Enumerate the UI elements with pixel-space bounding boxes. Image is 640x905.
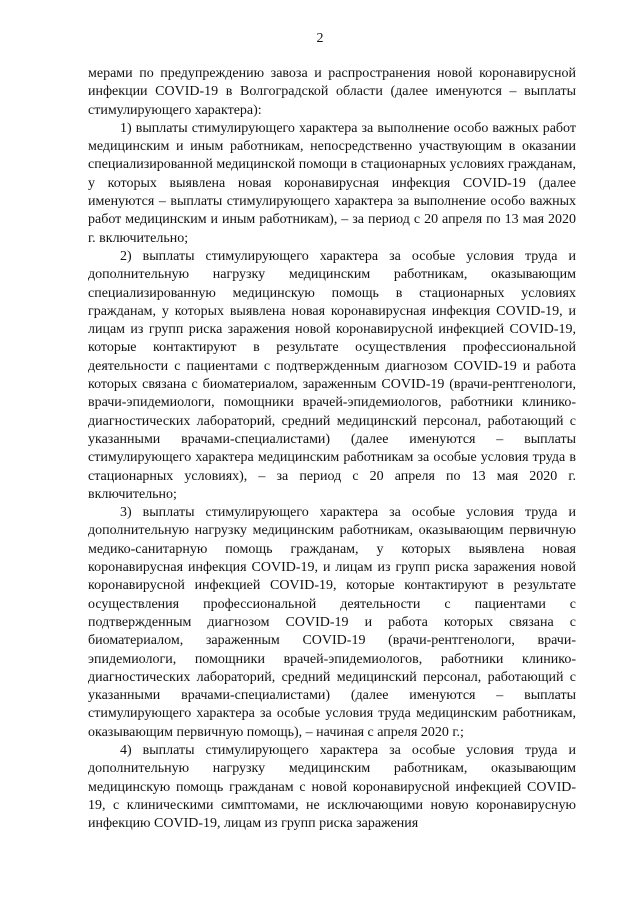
paragraph-item-1: 1) выплаты стимулирующего характера за выполнение особо важных работ медицинским и иным работникам, непосредственно участвующим в оказании специализированной медицинской помощи в стационарных условиях гражданам, у которых выявлена новая коронавирусная инфекция COVID-19 (далее именуются – выплаты стимулирующего характера за выполнение особо важных работ медицинским и иным работникам), – за период с 20 апреля по 13 мая 2020 г. включительно; bbox=[88, 120, 576, 246]
paragraph-item-2: 2) выплаты стимулирующего характера за особые условия труда и дополнительную нагрузку медицинским работникам, оказывающим специализированную медицинскую помощь в стационарных условиях гражданам, у которых выявлена новая коронавирусная инфекция COVID-19, и лицам из групп риска заражения новой коронавирусной инфекцией COVID-19, которые контактируют в результате осуществления профессиональной деятельности с пациентами с подтвержденным диагнозом COVID-19 и работа которых связана с биоматериалом, зараженным COVID-19 (врачи-рентгенологи, врачи-эпидемиологи, помощники врачей-эпидемиологов, работники клинико-диагностических лабораторий, средний медицинский персонал, работающий с указанными врачами-специалистами) (далее именуются – выплаты стимулирующего характера медицинским работникам за особые условия труда в стационарных условиях), – за период с 20 апреля по 13 мая 2020 г. включительно; bbox=[88, 248, 576, 502]
paragraph-item-4: 4) выплаты стимулирующего характера за особые условия труда и дополнительную нагрузку медицинским работникам, оказывающим медицинскую помощь гражданам с новой коронавирусной инфекцией COVID-19, с клиническими симптомами, не исключающими новую коронавирусную инфекцию COVID-19, лицам из групп риска заражения bbox=[88, 742, 576, 832]
paragraph-intro-continuation: мерами по предупреждению завоза и распространения новой коронавирусной инфекции COVID-19 в Волгоградской области (далее именуются – выплаты стимулирующего характера): bbox=[88, 66, 576, 118]
paragraph-item-3: 3) выплаты стимулирующего характера за особые условия труда и дополнительную нагрузку медицинским работникам, оказывающим первичную медико-санитарную помощь гражданам, у которых выявлена новая коронавирусная инфекция COVID-19, и лицам из групп риска заражения новой коронавирусной инфекцией COVID-19, которые контактируют в результате осуществления профессиональной деятельности с пациентами с подтвержденным диагнозом COVID-19 и работа которых связана с биоматериалом, зараженным COVID-19 (врачи-рентгенологи, врачи-эпидемиологи, помощники врачей-эпидемиологов, работники клинико-диагностических лабораторий, средний медицинский персонал, работающий с указанными врачами-специалистами) (далее именуются – выплаты стимулирующего характера за особые условия труда медицинским работникам, оказывающим первичную помощь), – начиная с апреля 2020 г.; bbox=[88, 505, 576, 740]
document-body bbox=[88, 65, 576, 833]
page-number: 2 bbox=[316, 31, 324, 46]
